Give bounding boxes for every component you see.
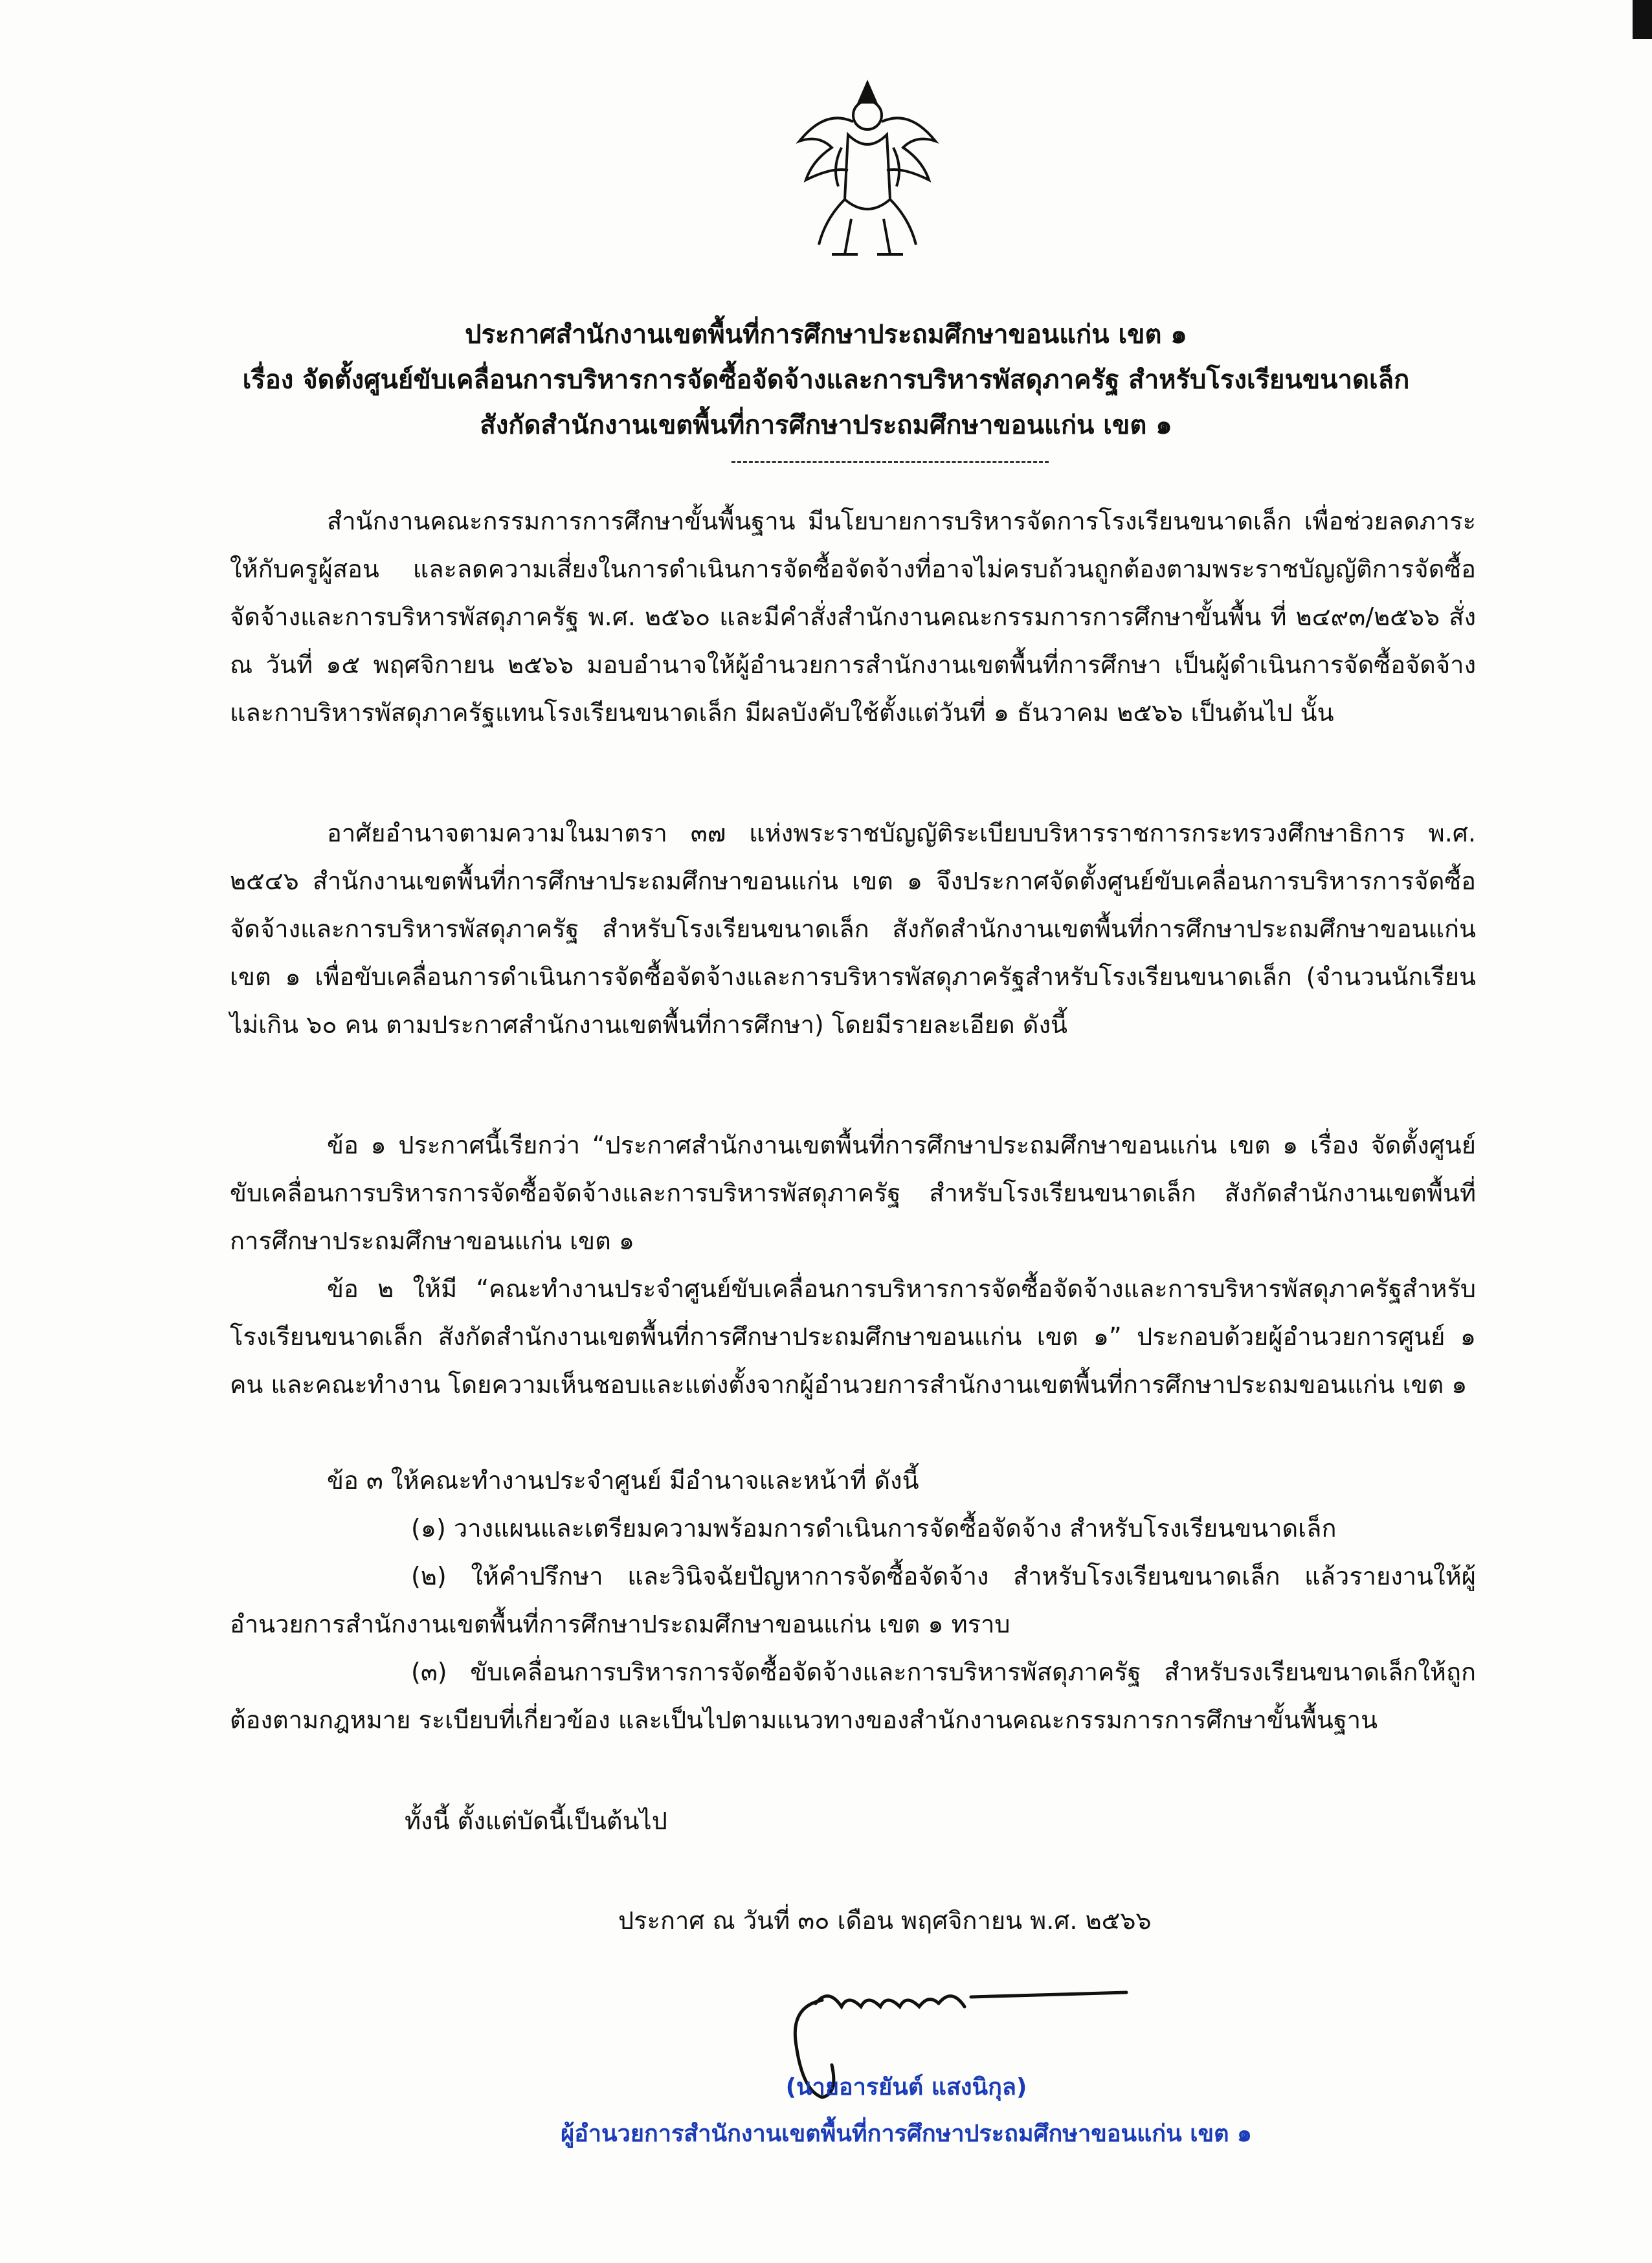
title-line-2: เรื่อง จัดตั้งศูนย์ขับเคลื่อนการบริหารการจัดซื้อจัดจ้างและการบริหารพัสดุภาครัฐ สำหรับโรงเรียนขนาดเล็ก	[242, 365, 1410, 395]
title-line-3: สังกัดสำนักงานเขตพื้นที่การศึกษาประถมศึกษาขอนแก่น เขต ๑	[480, 410, 1172, 440]
article-1: ข้อ ๑ ประกาศนี้เรียกว่า “ประกาศสำนักงานเขตพื้นที่การศึกษาประถมศึกษาขอนแก่น เขต ๑ เรื่อง จัดตั้งศูนย์ขับเคลื่อนการบริหารการจัดซื้อจัดจ้างและการบริหารพัสดุภาครัฐ สำหรับโรงเรียนขนาดเล็ก สังกัดสำนักงานเขตพื้นที่การศึกษาประถมศึกษาขอนแก่น เขต ๑	[230, 1131, 1476, 1255]
paragraph-1: สำนักงานคณะกรรมการการศึกษาขั้นพื้นฐาน มีนโยบายการบริหารจัดการโรงเรียนขนาดเล็ก เพื่อช่วยลดภาระให้กับครูผู้สอน และลดความเสี่ยงในการดำเนินการจัดซื้อจัดจ้างที่อาจไม่ครบถ้วนถูกต้องตามพระราชบัญญัติการจัดซื้อจัดจ้างและการบริหารพัสดุภาครัฐ พ.ศ. ๒๕๖๐ และมีคำสั่งสำนักงานคณะกรรมการการศึกษาขั้นพื้น ที่ ๒๔๙๓/๒๕๖๖ สั่ง ณ วันที่ ๑๕ พฤศจิกายน ๒๕๖๖ มอบอำนาจให้ผู้อำนวยการสำนักงานเขตพื้นที่การศึกษา เป็นผู้ดำเนินการจัดซื้อจัดจ้างและกาบริหารพัสดุภาครัฐแทนโรงเรียนขนาดเล็ก มีผลบังคับใช้ตั้งแต่วันที่ ๑ ธันวาคม ๒๕๖๖ เป็นต้นไป นั้น	[230, 507, 1476, 727]
duty-item-2: (๒) ให้คำปรึกษา และวินิจฉัยปัญหาการจัดซื้อจัดจ้าง สำหรับโรงเรียนขนาดเล็ก แล้วรายงานให้ผู้อำนวยการสำนักงานเขตพื้นที่การศึกษาประถมศึกษาขอนแก่น เขต ๑ ทราบ	[230, 1562, 1476, 1638]
article-3: ข้อ ๓ ให้คณะทำงานประจำศูนย์ มีอำนาจและหน้าที่ ดังนี้	[327, 1466, 919, 1495]
garuda-emblem-icon	[787, 70, 948, 264]
signer-position: ผู้อำนวยการสำนักงานเขตพื้นที่การศึกษาประถมศึกษาขอนแก่น เขต ๑	[561, 2121, 1252, 2147]
title-line-1: ประกาศสำนักงานเขตพื้นที่การศึกษาประถมศึกษาขอนแก่น เขต ๑	[465, 320, 1187, 350]
announcement-date: ประกาศ ณ วันที่ ๓๐ เดือน พฤศจิกายน พ.ศ. ๒๕๖๖	[618, 1906, 1152, 1935]
title-divider	[731, 461, 1049, 463]
article-2: ข้อ ๒ ให้มี “คณะทำงานประจำศูนย์ขับเคลื่อนการบริหารการจัดซื้อจัดจ้างและการบริหารพัสดุภาครัฐสำหรับโรงเรียนขนาดเล็ก สังกัดสำนักงานเขตพื้นที่การศึกษาประถมศึกษาขอนแก่น เขต ๑” ประกอบด้วยผู้อำนวยการศูนย์ ๑ คน และคณะทำงาน โดยความเห็นชอบและแต่งตั้งจากผู้อำนวยการสำนักงานเขตพื้นที่การศึกษาประถมขอนแก่น เขต ๑	[230, 1275, 1476, 1399]
duty-item-3: (๓) ขับเคลื่อนการบริหารการจัดซื้อจัดจ้างและการบริหารพัสดุภาครัฐ สำหรับรงเรียนขนาดเล็กให้ถูกต้องตามกฎหมาย ระเบียบที่เกี่ยวข้อง และเป็นไปตามแนวทางของสำนักงานคณะกรรมการการศึกษาขั้นพื้นฐาน	[230, 1658, 1476, 1734]
duty-item-1: (๑) วางแผนและเตรียมความพร้อมการดำเนินการจัดซื้อจัดจ้าง สำหรับโรงเรียนขนาดเล็ก	[411, 1514, 1337, 1543]
paragraph-2: อาศัยอำนาจตามความในมาตรา ๓๗ แห่งพระราชบัญญัติระเบียบบริหารราชการกระทรวงศึกษาธิการ พ.ศ. ๒๕๔๖ สำนักงานเขตพื้นที่การศึกษาประถมศึกษาขอนแก่น เขต ๑ จึงประกาศจัดตั้งศูนย์ขับเคลื่อนการบริหารการจัดซื้อจัดจ้างและการบริหารพัสดุภาครัฐ สำหรับโรงเรียนขนาดเล็ก สังกัดสำนักงานเขตพื้นที่การศึกษาประถมศึกษาขอนแก่น เขต ๑ เพื่อขับเคลื่อนการดำเนินการจัดซื้อจัดจ้างและการบริหารพัสดุภาครัฐสำหรับโรงเรียนขนาดเล็ก (จำนวนนักเรียนไม่เกิน ๖๐ คน ตามประกาศสำนักงานเขตพื้นที่การศึกษา) โดยมีรายละเอียด ดังนี้	[230, 819, 1476, 1039]
signer-name: (นายอารยันต์ แสงนิกุล)	[785, 2074, 1027, 2101]
scan-edge-mark	[1633, 0, 1652, 39]
closing-statement: ทั้งนี้ ตั้งแต่บัดนี้เป็นต้นไป	[405, 1807, 667, 1835]
